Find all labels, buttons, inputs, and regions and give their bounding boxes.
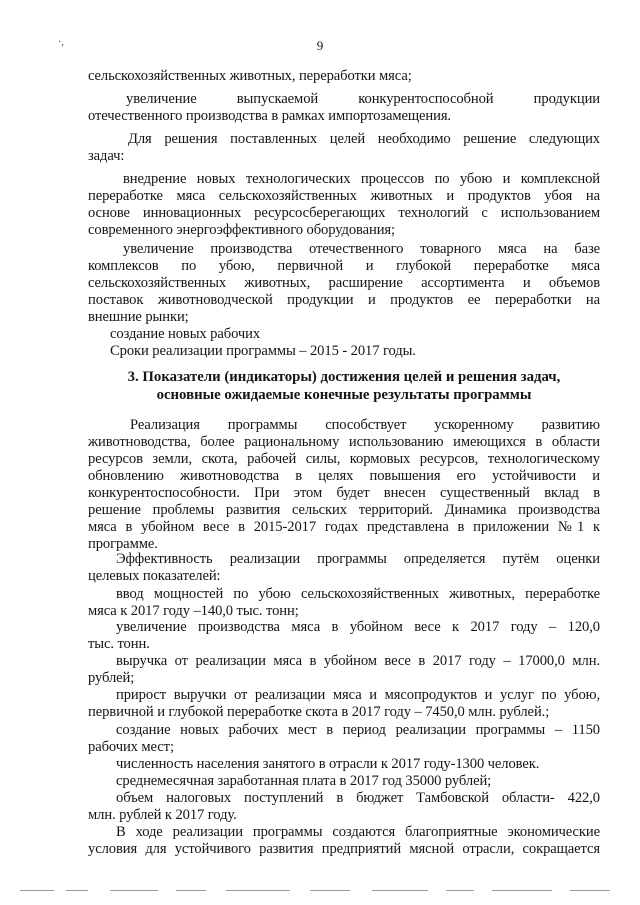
text-line: рабочих мест; (88, 739, 174, 755)
text-line: рублей; (88, 670, 135, 686)
text-line: ресурсов земли, скота, рабочей силы, кормовых ресурсов, технологическому (88, 451, 600, 467)
text-line: увеличение производства мяса в убойном весе к 2017 году – 120,0 (116, 619, 600, 635)
text-line: увеличение производства отечественного товарного мяса на базе (123, 241, 600, 257)
text-line: условия для устойчивого развития предприятий мясной отрасли, сокращается (88, 841, 600, 857)
text-line: мяса к 2017 году –140,0 тыс. тонн; (88, 603, 299, 619)
text-line: современного энергоэффективного оборудования; (88, 222, 395, 238)
text-line: создание новых рабочих мест в период реализации программы – 1150 (116, 722, 600, 738)
text-line: комплексов по убою, первичной и глубокой переработке мяса (88, 258, 600, 274)
text-line: Сроки реализации программы – 2015 - 2017 годы. (110, 343, 416, 359)
text-line: переработке мяса сельскохозяйственных животных и продуктов убоя на (88, 188, 600, 204)
text-line: Реализация программы способствует ускоренному развитию (130, 417, 600, 433)
text-line: внешние рынки; (88, 309, 189, 325)
text-line: мяса в убойном весе в 2015-2017 годах представлена в приложении №1 к (88, 519, 600, 535)
text-line: основе инновационных ресурсосберегающих технологий с использованием (88, 205, 600, 221)
section-heading-line-2: основные ожидаемые конечные результаты программы (156, 387, 532, 403)
text-line: сельскохозяйственных животных, переработки мяса; (88, 68, 412, 84)
text-line: программе. (88, 536, 158, 552)
text-line: конкурентоспособности. При этом будет внесен существенный вклад в (88, 485, 600, 501)
text-line: выручка от реализации мяса в убойном весе в 2017 году – 17000,0 млн. (116, 653, 600, 669)
text-line: млн. рублей к 2017 году. (88, 807, 237, 823)
text-line: ввод мощностей по убою сельскохозяйственных животных, переработке (116, 586, 600, 602)
text-line: В ходе реализации программы создаются благоприятные экономические (116, 824, 600, 840)
text-line: численность населения занятого в отрасли к 2017 году-1300 человек. (116, 756, 540, 772)
text-line: отечественного производства в рамках импортозамещения. (88, 108, 451, 124)
text-line: Для решения поставленных целей необходимо решение следующих (128, 131, 600, 147)
page-number: 9 (316, 38, 324, 53)
text-line: поставок животноводческой продукции и продуктов ее переработки на (88, 292, 600, 308)
text-line: решение проблемы развития сельских территорий. Динамика производства (88, 502, 600, 518)
scan-corner-mark: ·, (58, 37, 64, 48)
section-heading-line-1: 3. Показатели (индикаторы) достижения целей и решения задач, (127, 369, 561, 385)
text-line: обновлению животноводства в целях повышения его устойчивости и (88, 468, 600, 484)
text-line: создание новых рабочих (110, 326, 261, 342)
text-line: объем налоговых поступлений в бюджет Тамбовской области- 422,0 (116, 790, 600, 806)
text-line: задач: (88, 148, 125, 164)
text-line: сельскохозяйственных животных, расширение ассортимента и объемов (88, 275, 600, 291)
text-line: увеличение выпускаемой конкурентоспособной продукции (126, 91, 600, 107)
text-line: тыс. тонн. (88, 636, 150, 652)
text-line: целевых показателей: (88, 568, 221, 584)
text-line: прирост выручки от реализации мяса и мясопродуктов и услуг по убою, (116, 687, 600, 703)
text-line: Эффективность реализации программы определяется путём оценки (116, 551, 600, 567)
text-line: животноводства, более рациональному использованию имеющихся в области (88, 434, 600, 450)
text-line: среднемесячная заработанная плата в 2017 год 35000 рублей; (116, 773, 492, 789)
text-line: первичной и глубокой переработке скота в 2017 году – 7450,0 млн. рублей.; (88, 704, 550, 720)
scan-edge-artifact (0, 884, 640, 905)
text-line: внедрение новых технологических процессов по убою и комплексной (123, 171, 600, 187)
